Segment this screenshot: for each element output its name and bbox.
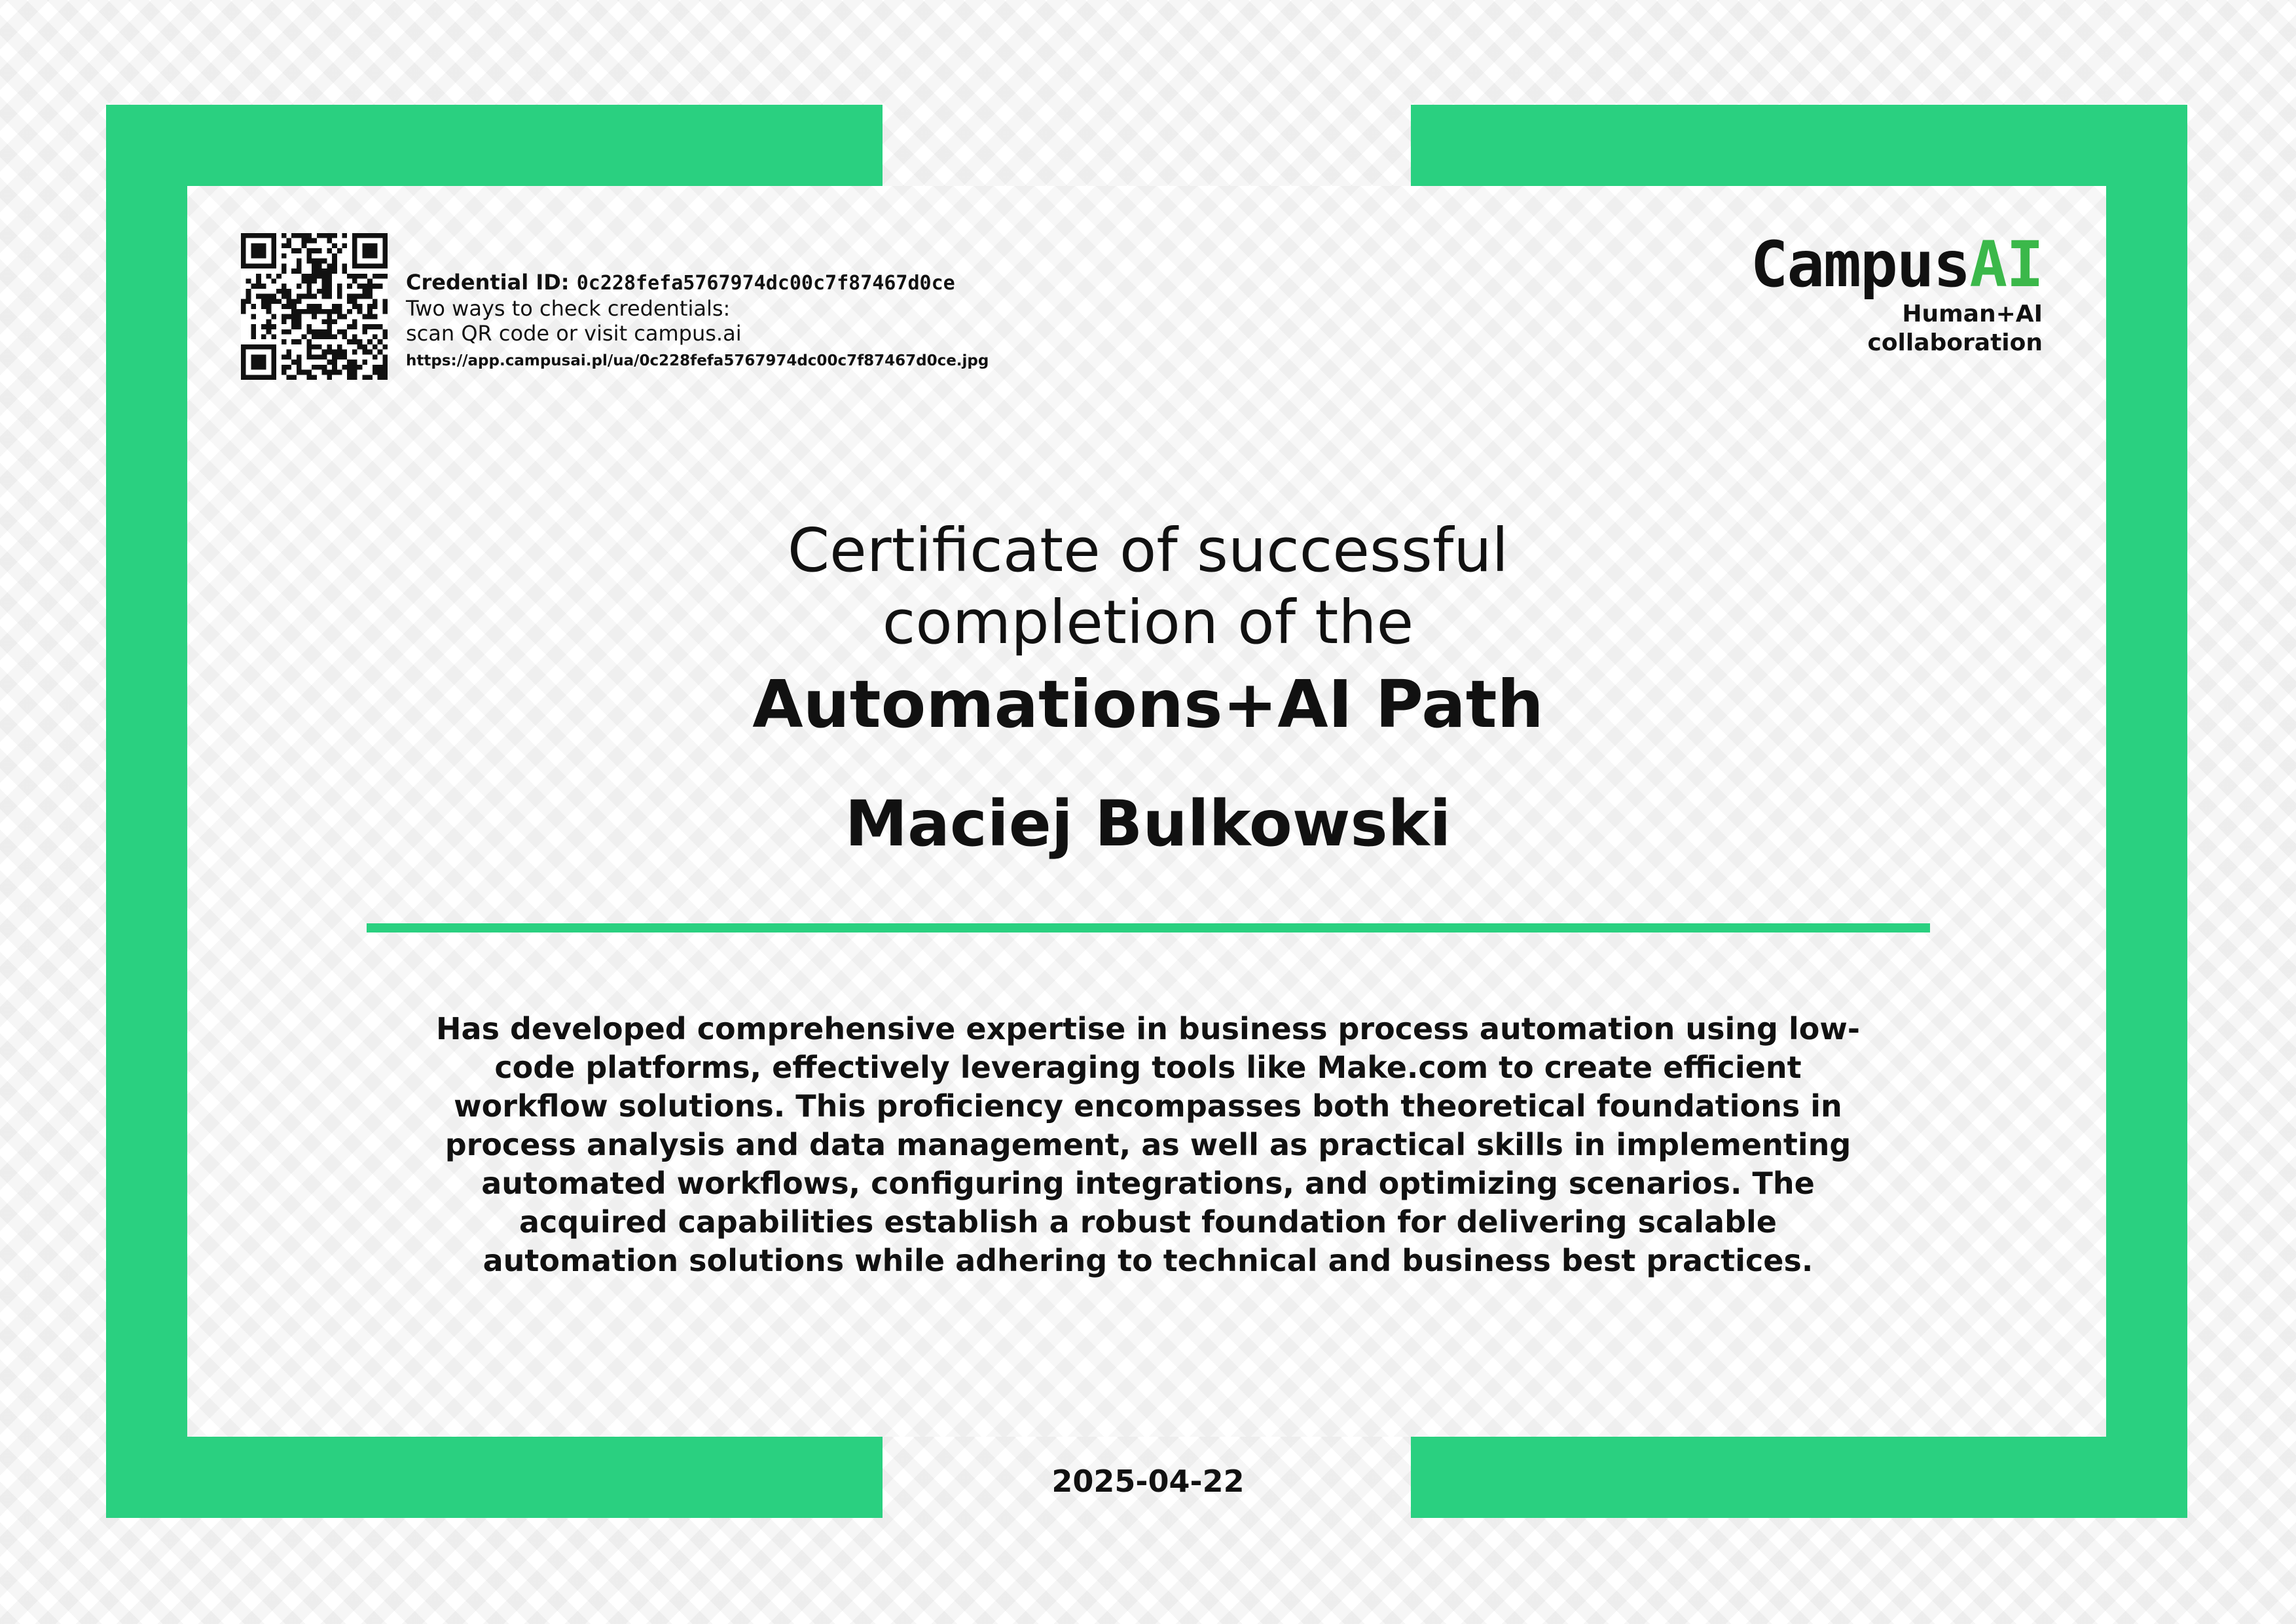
certificate-path-name: Automations+AI Path (752, 666, 1544, 743)
credential-id-label: Credential ID: (406, 270, 570, 295)
divider-line (367, 923, 1930, 932)
credential-id-row (406, 270, 1061, 296)
brand-tagline: Human+AI collaboration (1867, 301, 2043, 356)
issue-date: 2025-04-22 (1051, 1464, 1245, 1499)
frame-top-right-bar (1411, 105, 2187, 186)
credential-url-link[interactable]: https://app.campusai.pl/ua/0c228fefa5767974dc00c7f87467d0ce.jpg (406, 352, 989, 369)
credential-id-value: 0c228fefa5767974dc00c7f87467d0ce (576, 272, 955, 295)
brand-block (1728, 228, 2043, 358)
campus-ai-logo (1728, 228, 2043, 301)
certificate-description: Has developed comprehensive expertise in business process automation using low-code platforms, effectively leveraging tools like Make.com to create efficient workflow solutions. This proficiency encompasses both theoretical foundations in process analysis and data management, as well as practical skills in implementing automated workflows, configuring integrations, and optimizing scenarios. The acquired capabilities establish a robust foundation for delivering scalable automation solutions while adhering to technical and business best practices. (436, 1011, 1860, 1278)
frame-top-left-bar (106, 105, 883, 186)
certificate-title-line2: completion of the (882, 587, 1414, 657)
logo-accent-text: AI (1969, 228, 2043, 301)
certificate-title-line1: Certificate of successful (787, 515, 1509, 585)
credential-check-line2: scan QR code or visit campus.ai (406, 321, 742, 346)
credential-check-line1: Two ways to check credentials: (406, 296, 731, 321)
logo-main-text: Campus (1750, 228, 1970, 301)
credential-block (406, 270, 1061, 373)
qr-code-icon[interactable] (241, 233, 388, 380)
recipient-name: Maciej Bulkowski (845, 787, 1451, 860)
